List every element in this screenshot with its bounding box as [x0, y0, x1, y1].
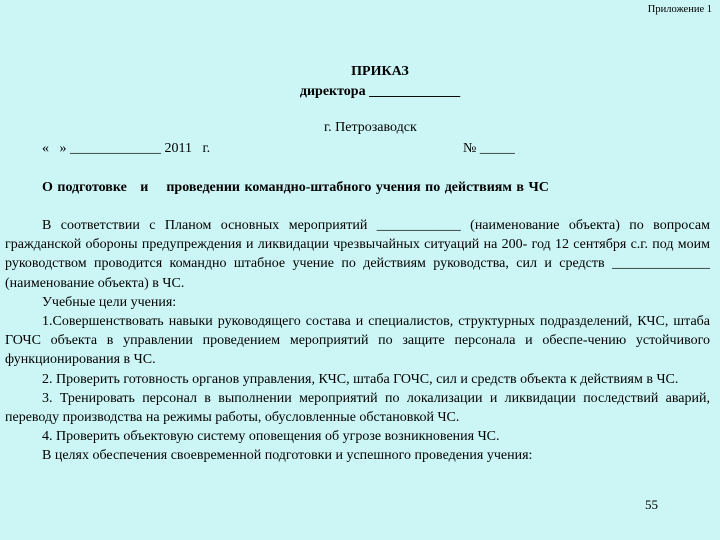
paragraph-intro: В соответствии с Планом основных мероприятий ____________ (наименование объекта) по вопросам гражданской обороны предупреждения и ликвидации чрезвычайных ситуаций на 200- год 12 сентября с.г. под моим руководством проводится командно штабное учение по действиям руководства, сил и средств ______________ (наименование объекта) в ЧС. [5, 218, 710, 291]
paragraph-goal-3: 3. Тренировать персонал в выполнении мероприятий по локализации и ликвидации последствий аварий, переводу производства на режимы работы, обусловленные обстановкой ЧС. [5, 390, 710, 426]
paragraph-goal-2: 2. Проверить готовность органов управления, КЧС, штаба ГОЧС, сил и средств объекта к действиям в ЧС. [42, 371, 679, 387]
order-body [5, 216, 710, 466]
appendix-label: Приложение 1 [647, 4, 712, 15]
paragraph-goal-4: 4. Проверить объектовую систему оповещения об угрозе возникновения ЧС. [42, 429, 500, 445]
order-number-line: № _____ [463, 141, 515, 156]
date-line: « » _____________ 2011 г. [42, 141, 211, 156]
paragraph-goals-heading: Учебные цели учения: [42, 294, 177, 310]
order-subject: О подготовке и проведении командно-штабного учения по действиям в ЧС [42, 180, 549, 195]
page-number: 55 [645, 497, 658, 512]
paragraph-goal-1: 1.Совершенствовать навыки руководящего состава и специалистов, структурных подразделений, КЧС, штаба ГОЧС объекта в управлении проведением мероприятий по защите персонала и обеспе-чению устойчивого функционирования в ЧС. [5, 314, 710, 368]
director-line: директора _____________ [299, 84, 461, 99]
paragraph-closing: В целях обеспечения своевременной подготовки и успешного проведения учения: [42, 448, 533, 464]
city-line: г. Петрозаводск [324, 120, 417, 135]
order-title: ПРИКАЗ [351, 64, 409, 79]
